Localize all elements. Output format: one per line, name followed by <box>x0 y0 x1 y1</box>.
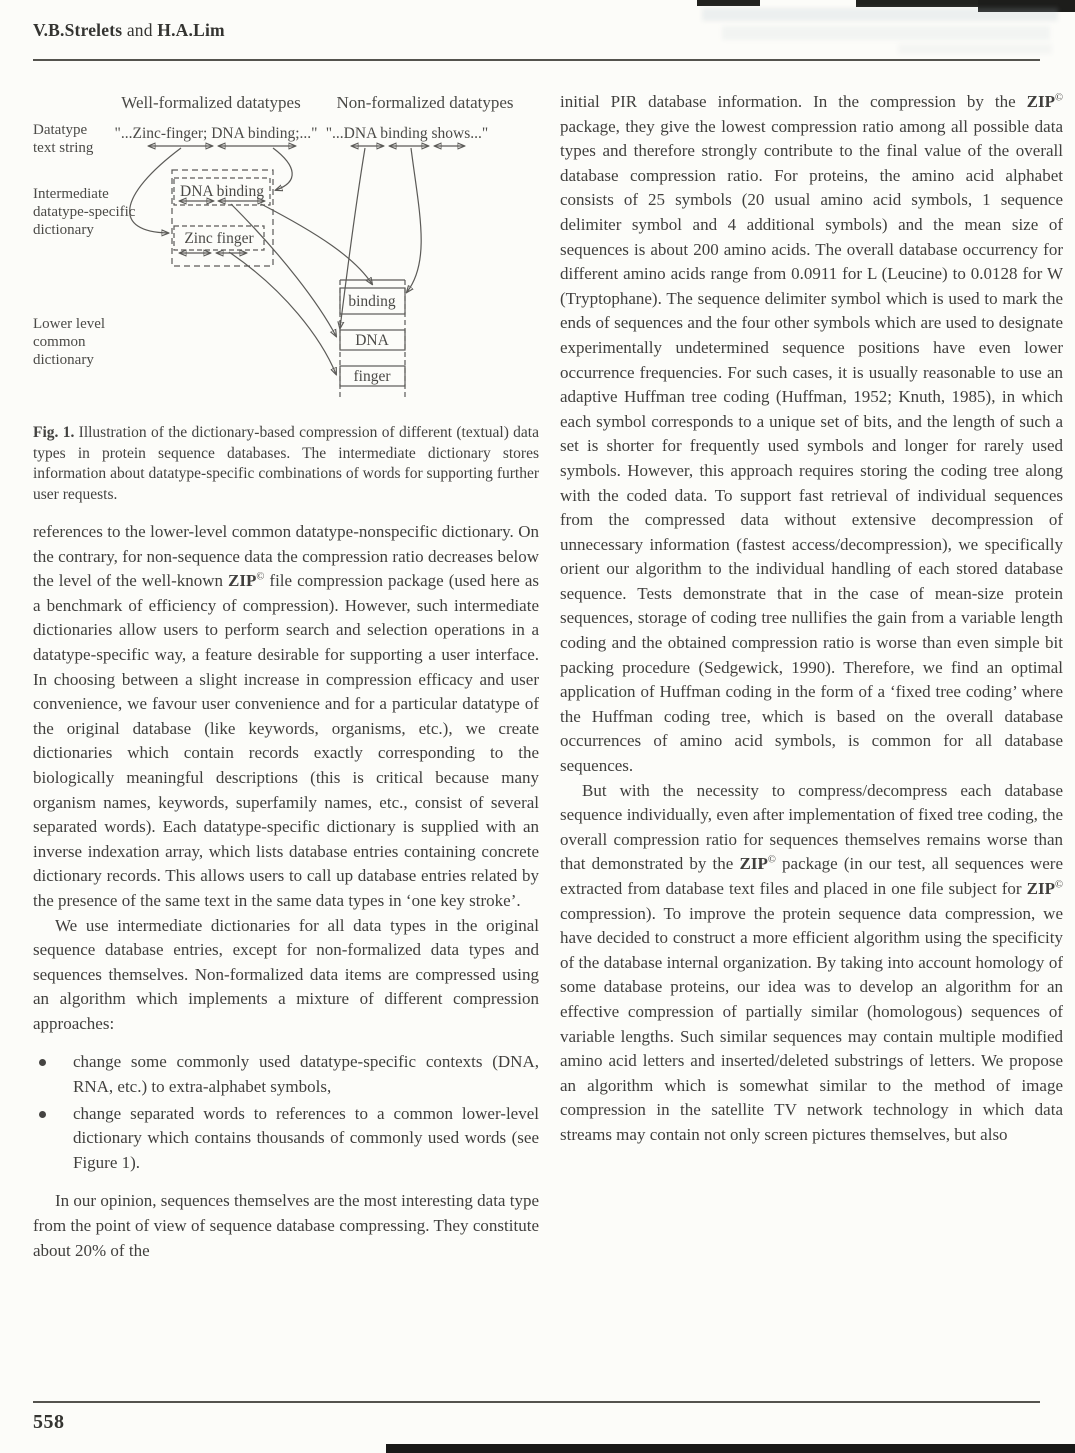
label-lower-level-dictionary: common <box>33 334 86 350</box>
figure-caption-text: Fig. 1. Illustration of the dictionary-based compression of different (textual) data types in protein sequence databases. The intermediate dictionary stores information about datatype-specific combinations of words for supporting further user requests. <box>33 424 539 503</box>
label-datatype-text-string: Datatype <box>33 122 88 138</box>
figure-heading-non-formalized: Non-formalized datatypes <box>336 93 514 112</box>
label-intermediate-dictionary: dictionary <box>33 222 94 238</box>
running-head <box>33 20 633 41</box>
authors: V.B.Strelets and H.A.Lim <box>33 20 225 40</box>
paragraph: initial PIR database information. In the compression by the ZIP© package, they give the lowest compression ratio among all possible data types and therefore strongly contribute to the final value of the overall database compression ratio. For proteins, the amino acid alphabet consists of 25 symbols (20 usual amino acid symbols, 1 sequence delimiter symbol and 4 additional symbols) and the mean size of sequences is about 200 amino acids. The overall database occurrency for different amino acids range from 0.0911 for L (Leucine) to 0.0128 for W (Tryptophane). The sequence delimiter symbol which is used to mark the ends of sequences and the four other symbols which are used to designate experimentally undetermined sequence positions have even lower occurrence frequencies. For such cases, it is usually reasonable to use an adaptive Huffman tree coding (Huffman, 1952; Knuth, 1985), in which each symbol corresponds to a unique set of bits, and the length of such a set is shorter for frequently used symbols and longer for rarely used symbols. However, this approach requires storing the coding tree along with the coded data. To support fast retrieval of individual sequences from the compressed data without extensive decompression of unnecessary information (fastest access/decompression), we specifically orient our algorithm to the individual handling of each stored database sequence. Tests demonstrate that in the case of mean-size protein sequences, storage of coding tree nullifies the gain from a variable length coding and the obtained compression ratio is worse than even simple bit packing procedure (Sedgewick, 1990). Therefore, we find an optimal application of Huffman coding in the form of a ‘fixed tree coding’ where the Huffman coding tree, which is based on the overall database occurrences of amino acid symbols, is common for all database sequences. <box>560 92 1063 776</box>
entry-dna-binding: DNA binding <box>180 183 264 200</box>
label-intermediate-dictionary: datatype-specific <box>33 204 136 220</box>
scan-artifact-bottom-bar <box>386 1444 1075 1453</box>
entry-zinc-finger: Zinc finger <box>184 230 254 247</box>
figure-1 <box>33 86 540 420</box>
page-number: 558 <box>33 1411 65 1433</box>
header-rule <box>33 59 1040 61</box>
lower-dictionary-stack <box>340 280 405 398</box>
paragraph: We use intermediate dictionaries for all data types in the original sequence database entries, except for non-formalized data types and sequences themselves. Non-formalized data items are compressed using an algorithm which implements a mixture of different compression approaches: <box>33 915 539 1033</box>
figure-heading-well-formalized: Well-formalized datatypes <box>121 93 301 112</box>
bullet-item: change separated words to references to a common lower-level dictionary which contains thousands of commonly used words (see Figure 1). <box>33 1102 539 1176</box>
right-column <box>560 90 1063 1404</box>
label-lower-level-dictionary: Lower level <box>33 316 106 332</box>
non-formalized-string: "...DNA binding shows..." <box>325 125 489 142</box>
left-column <box>33 520 539 1402</box>
paragraph: In our opinion, sequences themselves are the most interesting data type from the point of view of sequence database compressing. They constitute about 20% of the <box>33 1191 539 1260</box>
label-intermediate-dictionary: Intermediate <box>33 186 109 202</box>
word-finger: finger <box>353 368 391 385</box>
bullet-item: change some commonly used datatype-specific contexts (DNA, RNA, etc.) to extra-alphabet symbols, <box>33 1050 539 1099</box>
well-formalized-string: "...Zinc-finger; DNA binding;..." <box>114 125 318 142</box>
label-datatype-text-string: text string <box>33 140 94 156</box>
scan-artifact-top-mark <box>697 0 760 6</box>
figure-diagram <box>33 86 540 420</box>
figure-caption <box>33 423 539 505</box>
bleedthrough-ghost-text <box>898 44 1052 54</box>
bullet-list <box>33 1050 539 1175</box>
word-dna: DNA <box>355 332 389 349</box>
bleedthrough-ghost-text <box>702 8 1058 21</box>
bleedthrough-ghost-text <box>722 26 1050 40</box>
paragraph: But with the necessity to compress/decompress each database sequence individually, even after implementation of fixed tree coding, the overall compression ratio for sequences themselves remains worse than that demonstrated by the ZIP© package (in our test, all sequences were extracted from database text files and placed in one file subject for ZIP© compression). To improve the protein sequence data compression, we have decided to construct a more efficient algorithm using the specificity of the database internal organization. By taking into account homology of some database proteins, our idea was to develop an algorithm for an effective compression of partially similar (homologous) sequences of variable lengths. Such similar sequences may contain multiple modified amino acid letters and inserted/deleted substrings of letters. We propose an algorithm which is somewhat similar to the method of image compression in the satellite TV network technology in which data streams may contain not only screen pictures themselves, but also <box>560 780 1063 1144</box>
word-binding: binding <box>348 293 396 310</box>
footer-rule <box>33 1401 1040 1403</box>
paragraph: references to the lower-level common datatype-nonspecific dictionary. On the contrary, for non-sequence data the compression ratio decreases below the level of the well-known ZIP© file compression package (used here as a benchmark of efficiency of compression). However, such intermediate dictionaries allow users to perform search and selection operations in a datatype-specific way, a feature desirable for supporting a user interface. In choosing between a slight increase in compression efficacy and user convenience, we favour user convenience and for a particular datatype of the original database (like keywords, organisms, etc.), we create dictionaries which contain records exactly corresponding to the biologically meaningful descriptions (this is critical because many organism names, keywords, superfamily names, etc., consist of several separated words). Each datatype-specific dictionary is supplied with an inverse indexation array, which lists database entries containing concrete dictionary records. This allows users to call up database entries related by the presence of the same text in the same data types in ‘one key stroke’. <box>33 522 539 910</box>
label-lower-level-dictionary: dictionary <box>33 352 94 368</box>
